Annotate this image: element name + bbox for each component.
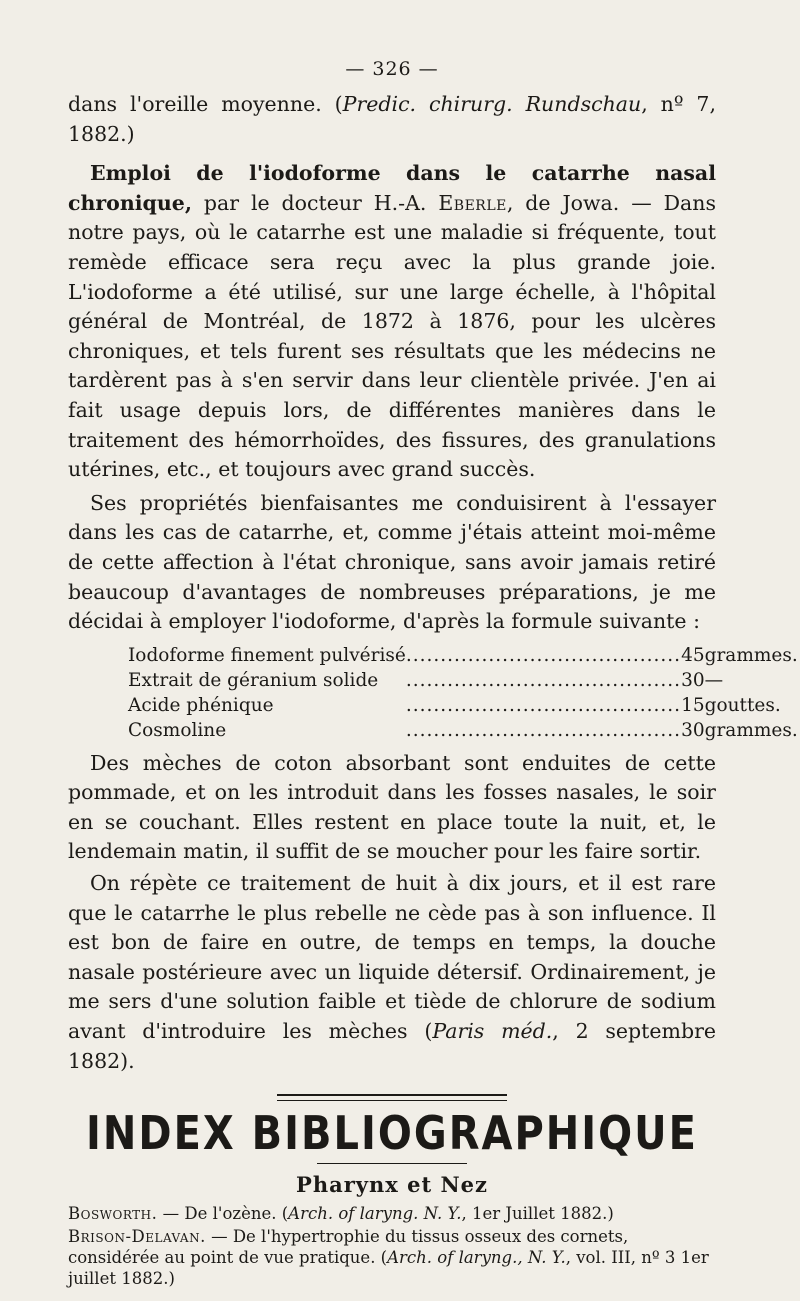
formula-unit: grammes. [704,719,798,741]
bib-text: — De l'hypertrophie du tissus osseux des cornets, considérée au point de vue pratique. ( [68,1227,629,1268]
index-title: INDEX BIBLIOGRAPHIQUE [86,1107,698,1161]
paragraph-repete [68,869,716,1076]
bibliography-entry [68,1226,716,1289]
formula-qty: 15 [681,694,705,716]
divider [317,1163,467,1164]
paragraph-proprietes: Ses propriétés bienfaisantes me conduisirent à l'essayer dans les cas de catarrhe, et, comme j'étais atteint moi-même de cette affection à l'état chronique, sans avoir jamais retiré beaucoup d'avantages de nombreuses préparations, je me décidai à employer l'iodoforme, d'après la formule suivante : [68,490,716,634]
ornamental-rule [277,1094,507,1101]
formula-row [128,718,798,743]
formula-row [128,668,798,693]
formula-row [128,643,798,668]
formula-unit: gouttes. [704,694,781,716]
formula-item: Acide phénique [128,694,274,716]
bibliography-entry [68,1203,716,1224]
repete-text: On répète ce traitement de huit à dix jours, et il est rare que le catarrhe le plus rebelle ne cède pas à son influence. Il est bon de faire en outre, de temps en temps, la douche nasale postérieure avec un liquide détersif. Ordinairement, je me sers d'une solution faible et tiède de chlorure de sodium avant d'introduire les mèches ( [68,871,716,1044]
bib-tail: , vol. III, nº 3 1er juillet 1882.) [68,1248,709,1289]
formula-item: Cosmoline [128,719,227,741]
paragraph-article [68,159,716,485]
bib-journal: Arch. of laryng. N. Y. [288,1204,462,1224]
bib-journal: Arch. of laryng., N. Y. [387,1248,566,1268]
intro-tail: , nº 7, 1882.) [68,92,716,146]
formula-dots [406,643,681,668]
paragraph-meches: Des mèches de coton absorbant sont enduites de cette pommade, et on les introduit dans les fosses nasales, le soir en se couchant. Elles restent en place toute la nuit, et, le lendemain matin, il suffit de se moucher pour les faire sortir. [68,750,716,864]
formula-row [128,693,798,718]
formula-dots [406,693,681,718]
page-number: — 326 — [345,58,439,80]
article-author: Eberle [438,190,507,215]
article-by: par le docteur H.-A. [191,190,439,215]
document-page [68,58,798,1289]
section-title: Pharynx et Nez [296,1172,488,1198]
formula-dots [406,668,681,693]
bib-author: Brison-Delavan. [68,1227,206,1247]
bib-text: — De l'ozène. ( [157,1204,289,1224]
intro-text: dans l'oreille moyenne. ( [68,92,343,116]
paragraph-intro [68,90,716,149]
formula-qty: 30 [681,669,705,691]
formula-unit: — [704,669,724,691]
formula-item: Extrait de géranium solide [128,669,379,691]
formula-qty: 45 [681,644,705,666]
bib-tail: , 1er Juillet 1882.) [461,1204,614,1224]
repete-citation: Paris méd. [432,1019,553,1044]
formula-unit: grammes. [704,644,798,666]
article-title: Emploi de l'iodoforme dans le catarrhe nasal chronique, [68,161,716,215]
bib-author: Bosworth. [68,1204,158,1224]
formula-table [128,643,798,743]
formula-qty: 30 [681,719,705,741]
intro-citation: Predic. chirurg. Rundschau [342,92,642,116]
formula-dots [406,718,681,743]
repete-tail: , 2 septembre 1882). [68,1019,717,1073]
article-body: , de Jowa. — Dans notre pays, où le catarrhe est une maladie si fréquente, tout remède efficace sera reçu avec la plus grande joie. L'iodoforme a été utilisé, sur une large échelle, à l'hôpital général de Montréal, de 1872 à 1876, pour les ulcères chroniques, et tels furent ses résultats que les médecins ne tardèrent pas à s'en servir dans leur clientèle privée. J'en ai fait usage depuis lors, de différentes manières dans le traitement des hémorrhoïdes, des fissures, des granulations utérines, etc., et toujours avec grand succès. [68,190,716,482]
formula-item: Iodoforme finement pulvérisé [128,644,406,666]
